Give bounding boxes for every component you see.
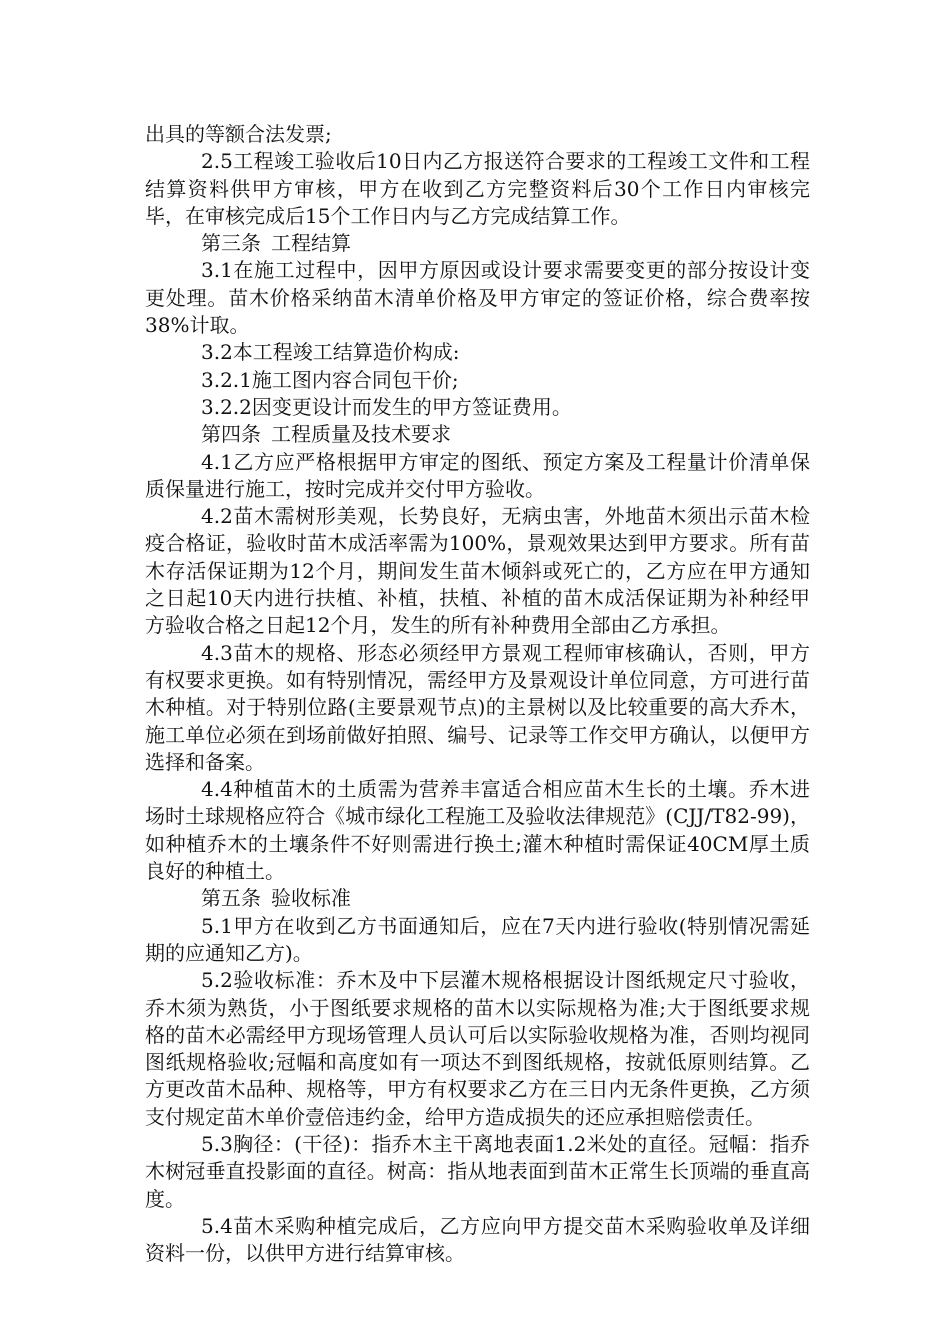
paragraph-5-3: 5.3胸径：(干径)：指乔木主干离地表面1.2米处的直径。冠幅：指乔木树冠垂直投影面的直径。树高：指从地表面到苗木正常生长顶端的垂直高度。	[145, 1131, 810, 1211]
paragraph-3-1: 3.1在施工过程中，因甲方原因或设计要求需要变更的部分按设计变更处理。苗木价格采纳苗木清单价格及甲方审定的签证价格，综合费率按38%计取。	[145, 258, 810, 338]
article-title: 工程质量及技术要求	[271, 422, 451, 447]
article-title: 工程结算	[271, 231, 351, 256]
article-number: 第三条	[201, 231, 261, 256]
paragraph-5-2: 5.2验收标准：乔木及中下层灌木规格根据设计图纸规定尺寸验收，乔木须为熟货，小于图纸要求规格的苗木以实际规格为准;大于图纸要求规格的苗木必需经甲方现场管理人员认可后以实际验收规格为准，否则均视同图纸规格验收;冠幅和高度如有一项达不到图纸规格，按就低原则结算。乙方更改苗木品种、规格等，甲方有权要求乙方在三日内无条件更换，乙方须支付规定苗木单价壹倍违约金，给甲方造成损失的还应承担赔偿责任。	[145, 968, 810, 1129]
paragraph-4-3: 4.3苗木的规格、形态必须经甲方景观工程师审核确认，否则，甲方有权要求更换。如有特别情况，需经甲方及景观设计单位同意，方可进行苗木种植。对于特别位路(主要景观节点)的主景树以及比较重要的高大乔木，施工单位必须在到场前做好拍照、编号、记录等工作交甲方确认，以便甲方选择和备案。	[145, 640, 810, 774]
paragraph-4-4: 4.4种植苗木的土质需为营养丰富适合相应苗木生长的土壤。乔木进场时土球规格应符合《城市绿化工程施工及验收法律规范》(CJJ/T82-99)，如种植乔木的土壤条件不好则需进行换土;灌木种植时需保证40CM厚土质良好的种植土。	[145, 777, 810, 884]
article-5-heading	[145, 885, 810, 912]
paragraph-5-4: 5.4苗木采购种植完成后，乙方应向甲方提交苗木采购验收单及详细资料一份，以供甲方进行结算审核。	[145, 1213, 810, 1266]
paragraph-2-5: 2.5工程竣工验收后10日内乙方报送符合要求的工程竣工文件和工程结算资料供甲方审核，甲方在收到乙方完整资料后30个工作日内审核完毕，在审核完成后15个工作日内与乙方完成结算工作。	[145, 149, 810, 228]
paragraph-3-2-1: 3.2.1施工图内容合同包干价;	[201, 367, 459, 392]
paragraph-5-1: 5.1甲方在收到乙方书面通知后，应在7天内进行验收(特别情况需延期的应通知乙方)。	[145, 913, 810, 965]
article-title: 验收标准	[271, 886, 351, 911]
paragraph-4-1: 4.1乙方应严格根据甲方审定的图纸、预定方案及工程量计价清单保质保量进行施工，按时完成并交付甲方验收。	[145, 449, 810, 501]
paragraph-continuation: 出具的等额合法发票;	[145, 122, 332, 146]
paragraph-3-2: 3.2本工程竣工结算造价构成:	[201, 340, 460, 365]
article-number: 第五条	[201, 886, 261, 911]
document-body	[145, 121, 810, 1267]
article-number: 第四条	[201, 422, 261, 447]
article-3-heading	[145, 230, 810, 257]
paragraph-3-2-2: 3.2.2因变更设计而发生的甲方签证费用。	[201, 394, 572, 419]
article-4-heading	[145, 421, 810, 448]
paragraph-4-2: 4.2苗木需树形美观，长势良好，无病虫害，外地苗木须出示苗木检疫合格证，验收时苗木成活率需为100%，景观效果达到甲方要求。所有苗木存活保证期为12个月，期间发生苗木倾斜或死亡的，乙方应在甲方通知之日起10天内进行扶植、补植，扶植、补植的苗木成活保证期为补种经甲方验收合格之日起12个月，发生的所有补种费用全部由乙方承担。	[145, 504, 810, 638]
